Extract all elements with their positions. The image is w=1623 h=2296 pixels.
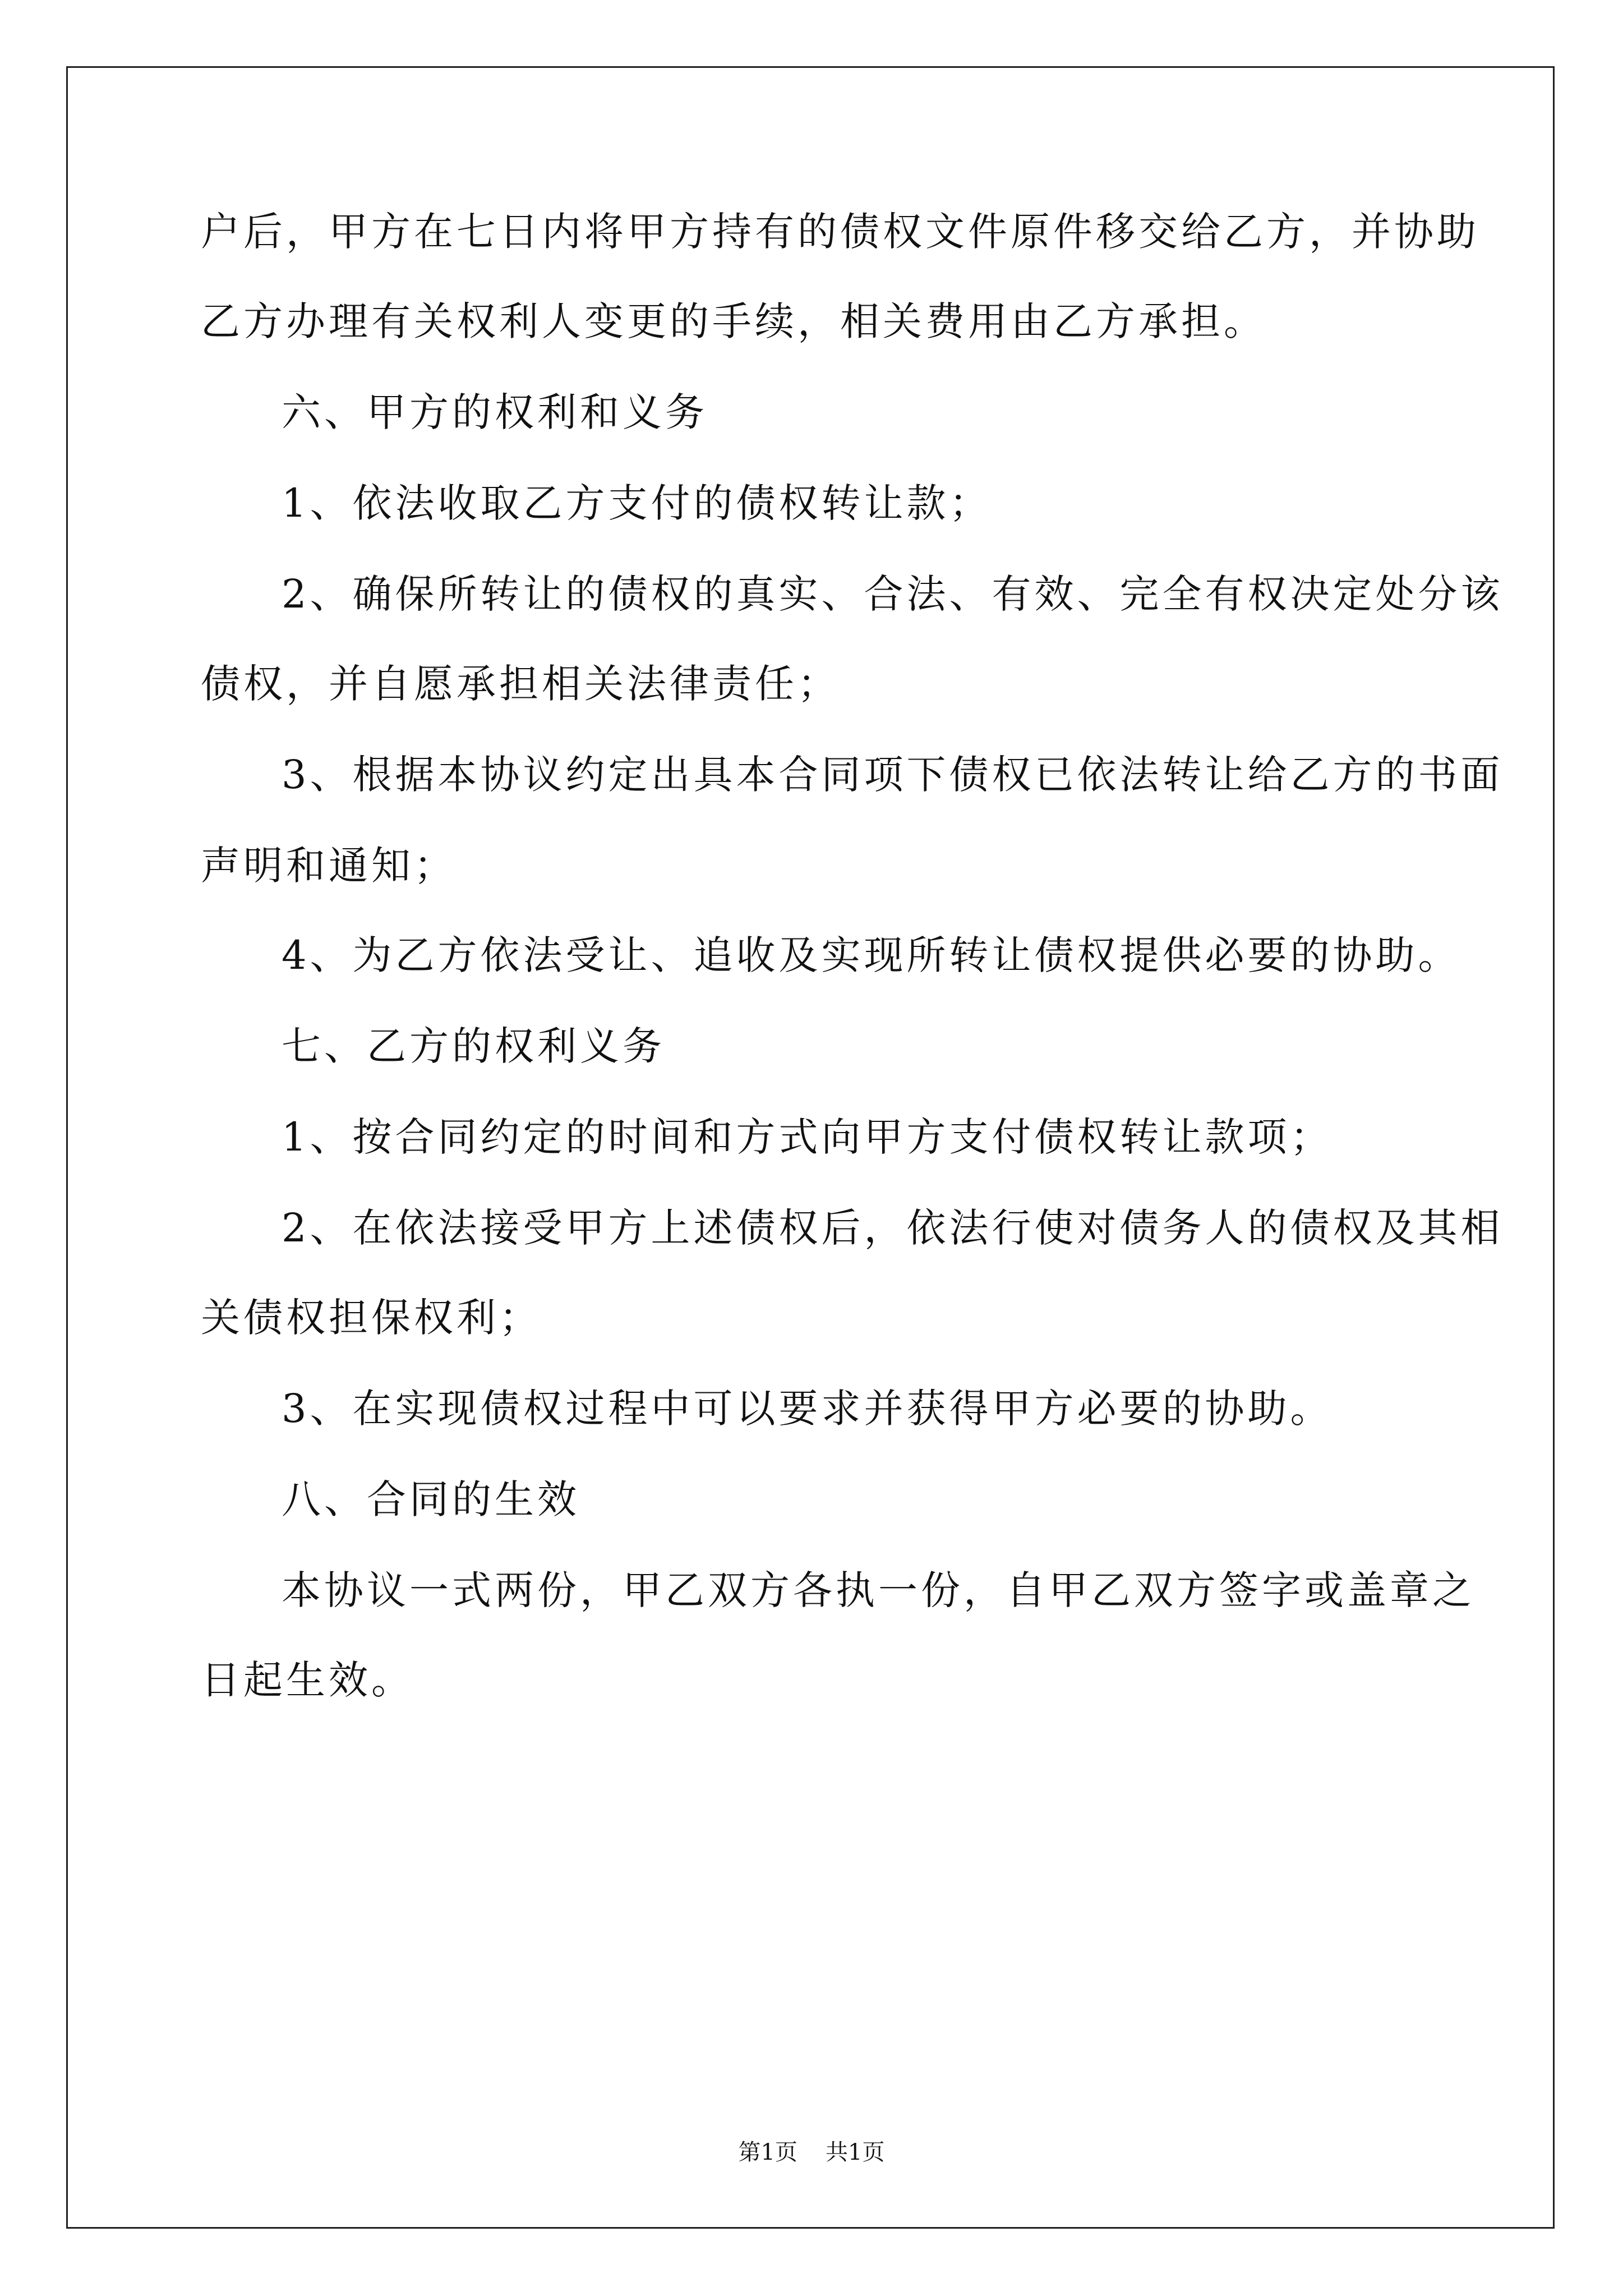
page-number-total: 共1页 bbox=[826, 2139, 885, 2165]
page-footer bbox=[0, 2138, 1623, 2166]
section-heading: 六、甲方的权利和义务 bbox=[282, 389, 708, 435]
paragraph-line: 本协议一式两份，甲乙双方各执一份，自甲乙双方签字或盖章之 bbox=[282, 1567, 1475, 1613]
section-heading: 七、乙方的权利义务 bbox=[282, 1023, 665, 1069]
paragraph-line: 关债权担保权利； bbox=[201, 1295, 542, 1341]
paragraph-line: 债权，并自愿承担相关法律责任； bbox=[201, 661, 840, 707]
page-number-current: 第1页 bbox=[738, 2139, 797, 2165]
paragraph-line: 声明和通知； bbox=[201, 843, 457, 889]
paragraph-line: 2、确保所转让的债权的真实、合法、有效、完全有权决定处分该 bbox=[282, 571, 1504, 617]
paragraph-line: 3、根据本协议约定出具本合同项下债权已依法转让给乙方的书面 bbox=[282, 752, 1504, 798]
paragraph-line: 1、按合同约定的时间和方式向甲方支付债权转让款项； bbox=[282, 1114, 1333, 1160]
paragraph-line: 4、为乙方依法受让、追收及实现所转让债权提供必要的协助。 bbox=[282, 932, 1461, 978]
paragraph-line: 3、在实现债权过程中可以要求并获得甲方必要的协助。 bbox=[282, 1386, 1333, 1432]
paragraph-line: 1、依法收取乙方支付的债权转让款； bbox=[282, 480, 992, 526]
paragraph-line: 日起生效。 bbox=[201, 1657, 414, 1703]
paragraph-line: 2、在依法接受甲方上述债权后，依法行使对债务人的债权及其相 bbox=[282, 1205, 1504, 1251]
paragraph-line: 乙方办理有关权利人变更的手续，相关费用由乙方承担。 bbox=[201, 298, 1266, 344]
section-heading: 八、合同的生效 bbox=[282, 1476, 580, 1522]
paragraph-line: 户后，甲方在七日内将甲方持有的债权文件原件移交给乙方，并协助 bbox=[201, 209, 1479, 255]
